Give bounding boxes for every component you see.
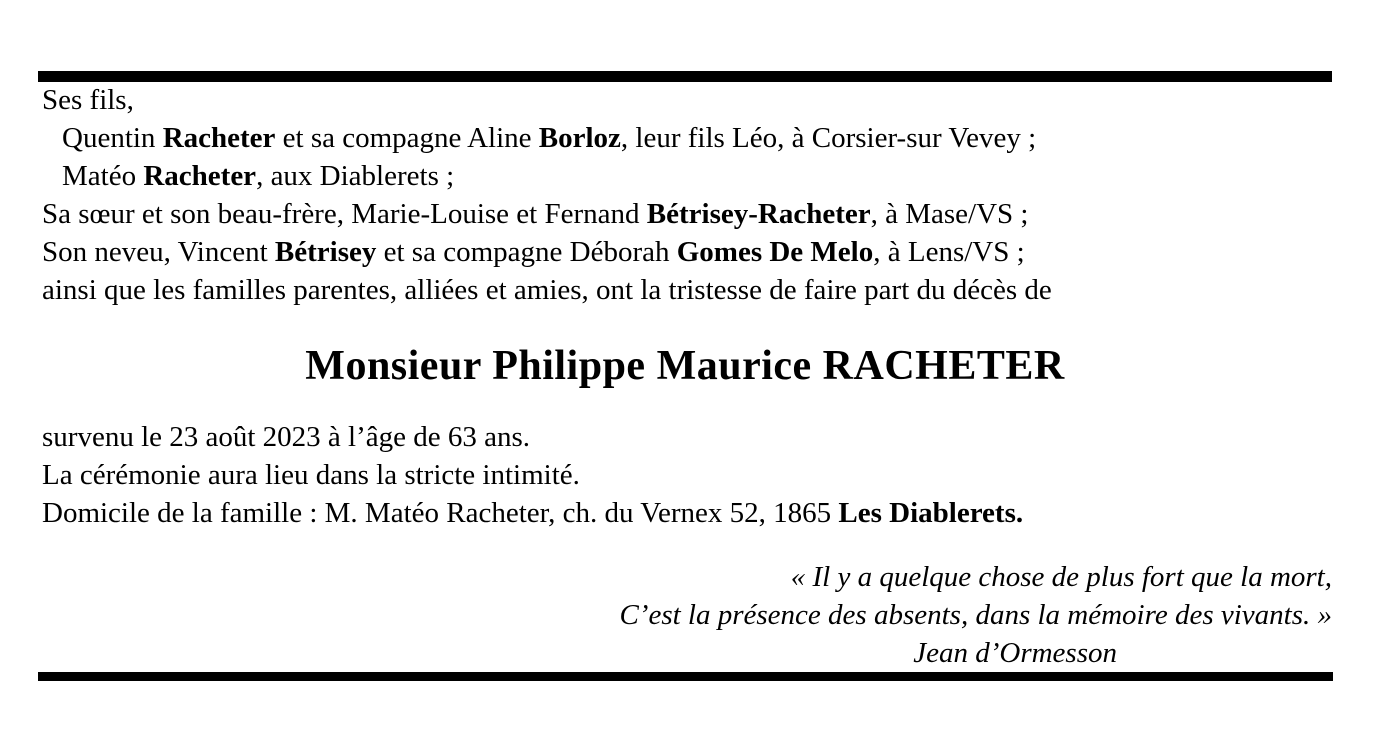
quote-block xyxy=(332,558,1332,672)
text-segment: et sa compagne Déborah xyxy=(376,236,677,268)
bold-name-segment: Gomes De Melo xyxy=(676,236,874,268)
bold-name-segment: Bétrisey xyxy=(274,236,377,268)
text-segment: ainsi que les familles parentes, alliées et amies, ont la tristesse de faire part du décès de xyxy=(42,274,1052,306)
text-segment: Sa sœur et son beau-frère, Marie-Louise et Fernand xyxy=(42,198,647,230)
deceased-name-heading: Monsieur Philippe Maurice RACHETER xyxy=(305,343,1065,389)
text-segment: , aux Diablerets ; xyxy=(256,160,455,192)
family-line xyxy=(42,271,1332,309)
family-line xyxy=(42,195,1332,233)
details-lines-block xyxy=(42,418,1332,532)
bold-name-segment: Les Diablerets. xyxy=(838,497,1024,529)
family-line xyxy=(42,119,1332,157)
bold-name-segment: Bétrisey-Racheter xyxy=(646,198,871,230)
text-segment: Matéo xyxy=(62,160,144,192)
quote-line-2: C’est la présence des absents, dans la mémoire des vivants. » xyxy=(619,599,1332,631)
text-segment: , à Lens/VS ; xyxy=(873,236,1025,268)
bottom-divider-rule xyxy=(38,672,1333,681)
bold-name-segment: Borloz xyxy=(538,122,621,154)
family-line xyxy=(42,233,1332,271)
text-segment: Ses fils, xyxy=(42,84,134,116)
details-line xyxy=(42,494,1332,532)
quote-line-1: « Il y a quelque chose de plus fort que la mort, xyxy=(790,561,1332,593)
text-segment: Son neveu, Vincent xyxy=(42,236,275,268)
family-line xyxy=(42,81,1332,119)
text-segment: Quentin xyxy=(62,122,163,154)
bold-name-segment: Racheter xyxy=(162,122,276,154)
family-lines-block xyxy=(42,81,1332,309)
bold-name-segment: Racheter xyxy=(143,160,257,192)
text-segment: survenu le 23 août 2023 à l’âge de 63 ans. xyxy=(42,421,531,453)
text-segment: La cérémonie aura lieu dans la stricte intimité. xyxy=(42,459,580,491)
text-segment: , à Mase/VS ; xyxy=(870,198,1029,230)
text-segment: et sa compagne Aline xyxy=(275,122,539,154)
family-line xyxy=(42,157,1332,195)
quote-author: Jean d’Ormesson xyxy=(913,637,1117,669)
text-segment: Domicile de la famille : M. Matéo Racheter, ch. du Vernex 52, 1865 xyxy=(42,497,839,529)
text-segment: , leur fils Léo, à Corsier-sur Vevey ; xyxy=(620,122,1037,154)
details-line xyxy=(42,456,1332,494)
details-line xyxy=(42,418,1332,456)
